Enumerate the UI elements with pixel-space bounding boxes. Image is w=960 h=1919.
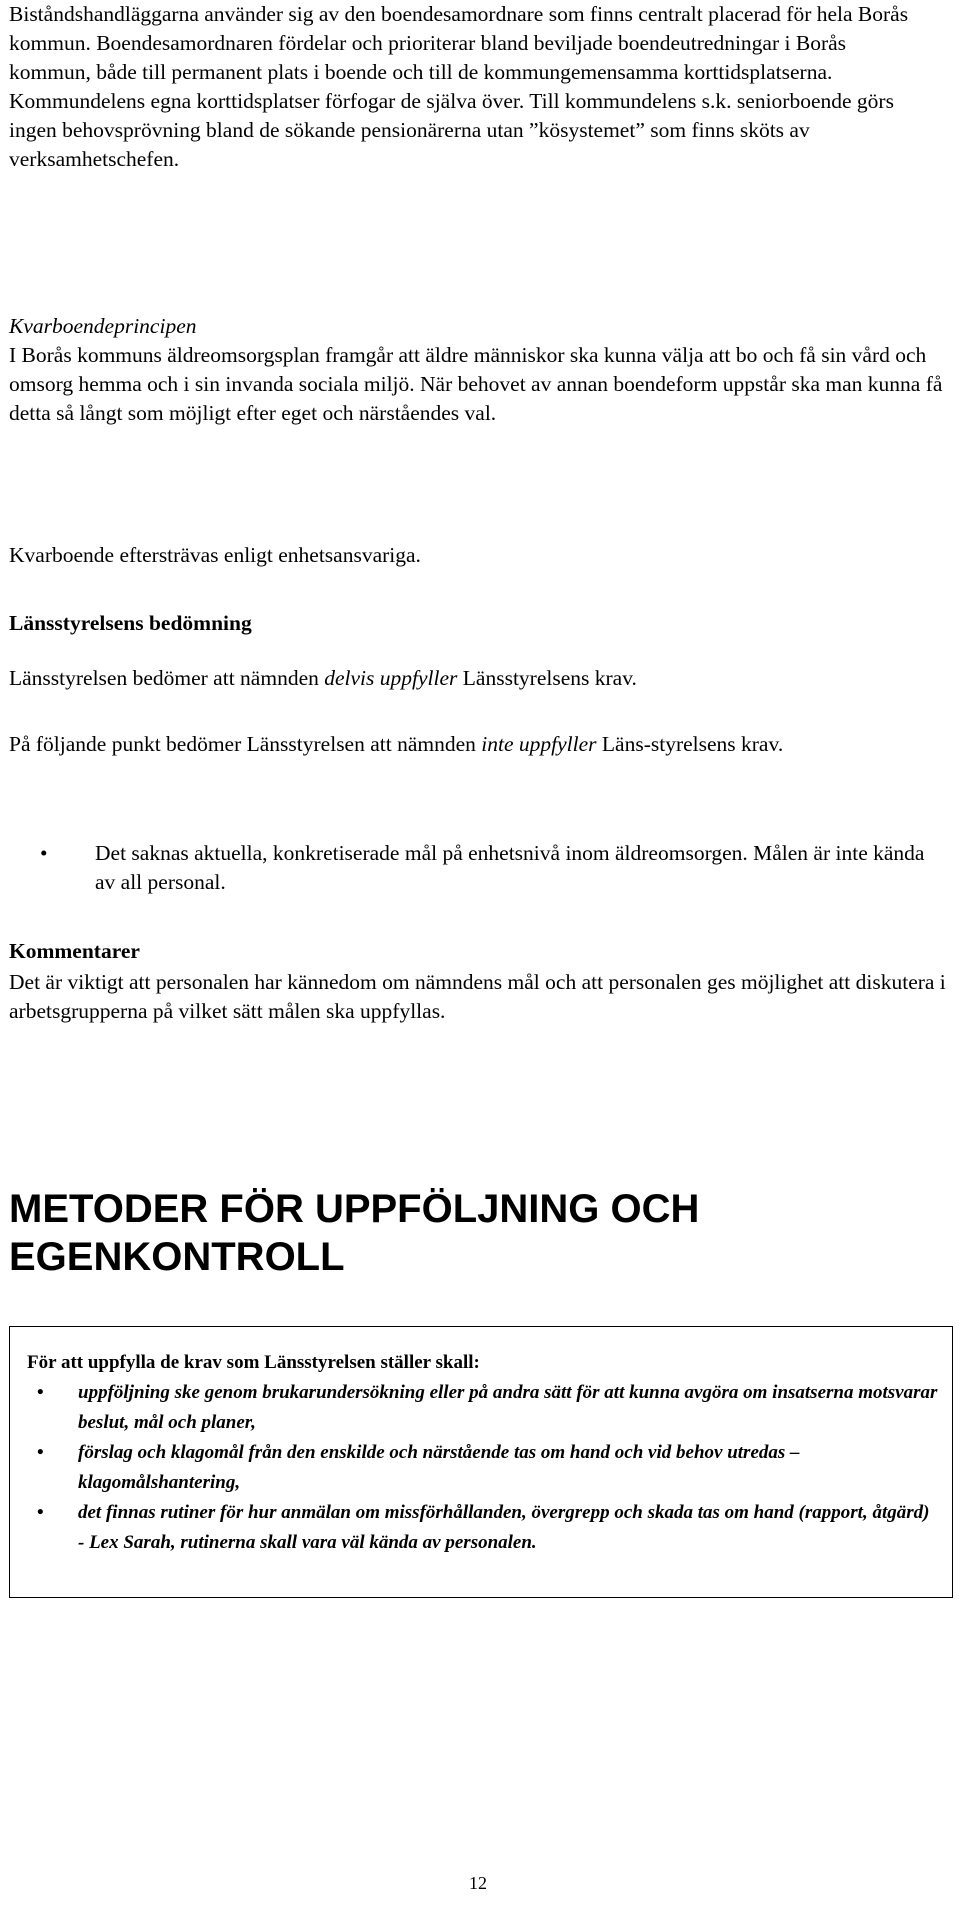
list-item: • det finnas rutiner för hur anmälan om missförhållanden, övergrepp och skada tas om hand (rapport, åtgärd) - Lex Sarah, rutinerna skall vara väl kända av personalen. xyxy=(27,1498,938,1558)
kvarboende-paragraph: I Borås kommuns äldreomsorgsplan framgår att äldre människor ska kunna välja att bo och få sin vård och omsorg hemma och i sin invanda sociala miljö. När behovet av annan boendeform uppstår ska man kunna få detta så långt som möjligt efter eget och närståendes val. xyxy=(9,343,943,425)
kvarboende-heading: Kvarboendeprincipen xyxy=(9,314,197,338)
assessment-line-1: Länsstyrelsen bedömer att nämnden delvis uppfyller Länsstyrelsens krav. xyxy=(9,666,637,690)
requirements-list xyxy=(27,1378,938,1558)
comments-heading: Kommentarer xyxy=(9,939,140,963)
assessment-heading: Länsstyrelsens bedömning xyxy=(9,611,252,635)
bullet-icon: • xyxy=(37,1502,44,1523)
list-item: • förslag och klagomål från den enskilde och närstående tas om hand och vid behov utredas – klagomålshantering, xyxy=(27,1438,938,1498)
assessment-bullet-list xyxy=(9,839,929,897)
intro-paragraph: Biståndshandläggarna använder sig av den boendesamordnare som finns centralt placerad för hela Borås kommun. Boendesamordnaren fördelar och prioriterar bland beviljade boendeutredningar i Borås kommun, både till permanent plats i boende och till de kommungemensamma korttidsplatserna. Kommundelens egna korttidsplatser förfogar de själva över. Till kommundelens s.k. seniorboende görs ingen behovsprövning bland de sökande pensionärerna utan ”kösystemet” som finns sköts av verksamhetschefen. xyxy=(9,2,909,171)
assessment-line-2: På följande punkt bedömer Länsstyrelsen att nämnden inte uppfyller Läns-styrelsens krav. xyxy=(9,732,784,756)
comments-paragraph: Det är viktigt att personalen har kännedom om nämndens mål och att personalen ges möjlighet att diskutera i arbetsgrupperna på vilket sätt målen ska uppfyllas. xyxy=(9,970,946,1023)
page-number: 12 xyxy=(469,1873,487,1893)
bullet-icon: • xyxy=(37,1382,44,1403)
list-item: • uppföljning ske genom brukarundersökning eller på andra sätt för att kunna avgöra om insatserna motsvarar beslut, mål och planer, xyxy=(27,1378,938,1438)
bullet-icon: • xyxy=(40,841,48,865)
requirements-box xyxy=(9,1326,953,1598)
list-item: • Det saknas aktuella, konkretiserade mål på enhetsnivå inom äldreomsorgen. Målen är inte kända av all personal. xyxy=(40,841,925,894)
bullet-icon: • xyxy=(37,1442,44,1463)
section-heading: METODER FÖR UPPFÖLJNING OCH EGENKONTROLL xyxy=(9,1187,700,1279)
requirements-title: För att uppfylla de krav som Länsstyrelsen ställer skall: xyxy=(27,1352,480,1373)
kvarboende-section xyxy=(9,312,949,428)
kvarboende-note: Kvarboende eftersträvas enligt enhetsansvariga. xyxy=(9,543,421,567)
